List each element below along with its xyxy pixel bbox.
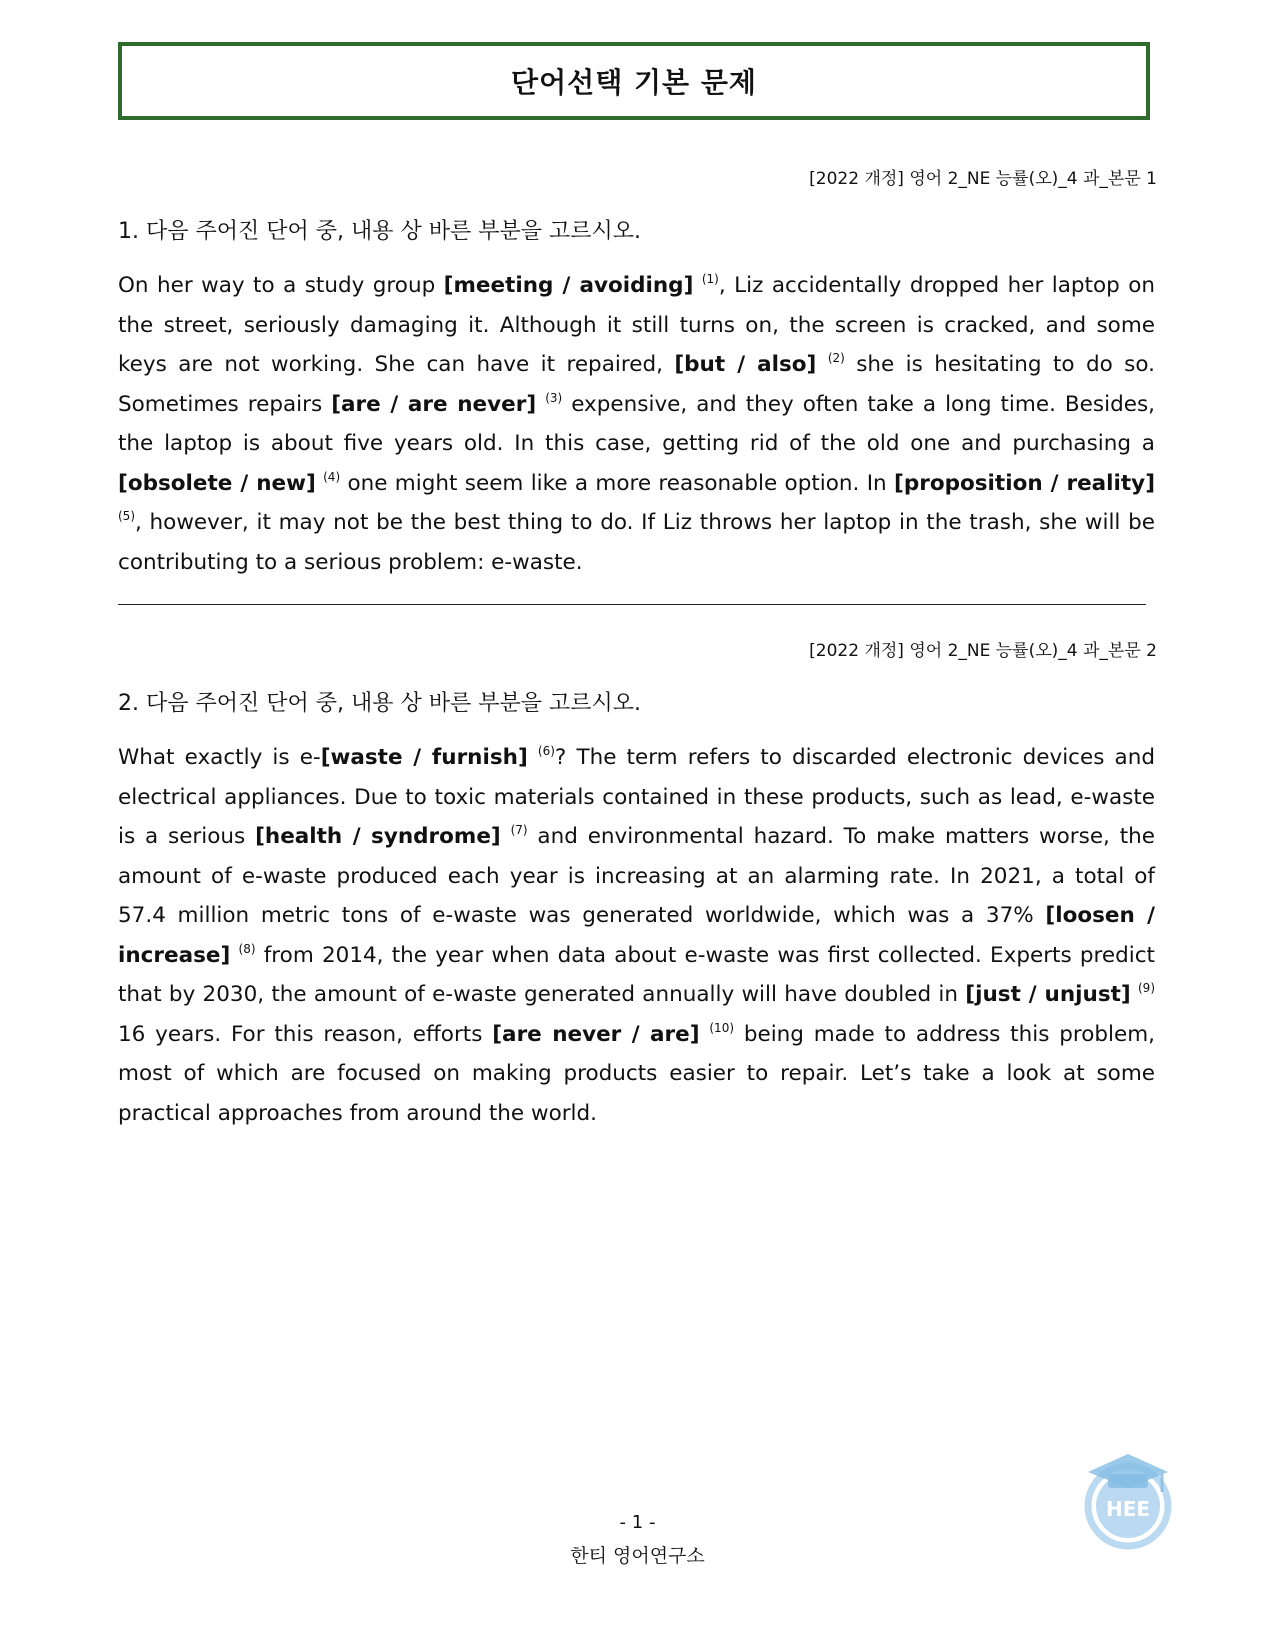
- blank-number: (4): [323, 469, 341, 484]
- passage-text: she is hesitating to do so. Sometimes repairs: [118, 352, 1155, 417]
- passage-text: and environmental hazard. To make matters worse, the amount of e-waste produced each year is increasing at an alarming rate. In 2021, a total of 57.4 million metric tons of e-waste was generated worldwide, which was a 37%: [118, 824, 1155, 928]
- passage-text: , however, it may not be the best thing to do. If Liz throws her laptop in the trash, she will be contributing to a serious problem: e-waste.: [118, 510, 1155, 575]
- passage-text: , Liz accidentally dropped her laptop on the street, seriously damaging it. Although it still turns on, the screen is cracked, and some keys are not working. She can have it repaired,: [118, 273, 1155, 377]
- passage-2: [118, 738, 1155, 1133]
- graduation-cap-logo-icon: [1072, 1444, 1184, 1556]
- word-choice-7[interactable]: [health / syndrome]: [255, 824, 501, 849]
- organization-name: 한티 영어연구소: [570, 1545, 705, 1567]
- word-choice-3[interactable]: [are / are never]: [331, 391, 537, 417]
- blank-number: (10): [709, 1020, 735, 1035]
- svg-text:HEE: HEE: [1105, 1497, 1151, 1521]
- word-choice-10[interactable]: [are never / are]: [492, 1021, 700, 1047]
- blank-number: (8): [238, 941, 256, 956]
- blank-number: (2): [827, 351, 845, 365]
- question-prompt: 1. 다음 주어진 단어 중, 내용 상 바른 부분을 고르시오.: [118, 219, 641, 244]
- passage-text: one might seem like a more reasonable option. In: [340, 470, 894, 496]
- word-choice-1[interactable]: [meeting / avoiding]: [443, 273, 694, 298]
- source-label: [2022 개정] 영어 2_NE 능률(오)_4 과_본문 2: [809, 641, 1157, 661]
- blank-number: (7): [510, 823, 528, 837]
- page-title: 단어선택 기본 문제: [118, 42, 1150, 120]
- word-choice-5[interactable]: [proposition / reality]: [894, 470, 1156, 496]
- blank-number: (1): [701, 272, 719, 286]
- passage-1: [118, 266, 1155, 582]
- source-label: [2022 개정] 영어 2_NE 능률(오)_4 과_본문 1: [809, 169, 1157, 189]
- word-choice-9[interactable]: [just / unjust]: [965, 982, 1131, 1007]
- blank-number: (9): [1138, 981, 1155, 995]
- word-choice-8[interactable]: [loosen / increase]: [118, 903, 1156, 968]
- blank-number: (6): [537, 744, 555, 758]
- section-divider: [118, 604, 1146, 605]
- blank-number: (3): [545, 390, 563, 405]
- passage-text: ? The term refers to discarded electronic devices and electrical appliances. Due to toxic materials contained in these products, such as lead, e-waste is a serious: [118, 745, 1155, 849]
- word-choice-6[interactable]: [waste / furnish]: [320, 745, 528, 770]
- passage-text: 16 years. For this reason, efforts: [118, 1021, 493, 1047]
- question-prompt: 2. 다음 주어진 단어 중, 내용 상 바른 부분을 고르시오.: [118, 691, 641, 716]
- word-choice-2[interactable]: [but / also]: [674, 352, 817, 377]
- passage-text: being made to address this problem, most of which are focused on making products easier to repair. Let’s take a look at some practical approaches from around the world.: [118, 1021, 1155, 1126]
- passage-text: from 2014, the year when data about e-waste was first collected. Experts predict that by 2030, the amount of e-waste generated annually will have doubled in: [118, 942, 1155, 1007]
- page-number: - 1 -: [619, 1512, 656, 1533]
- passage-text: expensive, and they often take a long time. Besides, the laptop is about five years old. In this case, getting rid of the old one and purchasing a: [118, 391, 1155, 456]
- passage-text: What exactly is e-: [118, 745, 321, 770]
- blank-number: (5): [118, 509, 135, 523]
- passage-text: On her way to a study group: [118, 273, 444, 298]
- word-choice-4[interactable]: [obsolete / new]: [118, 470, 316, 496]
